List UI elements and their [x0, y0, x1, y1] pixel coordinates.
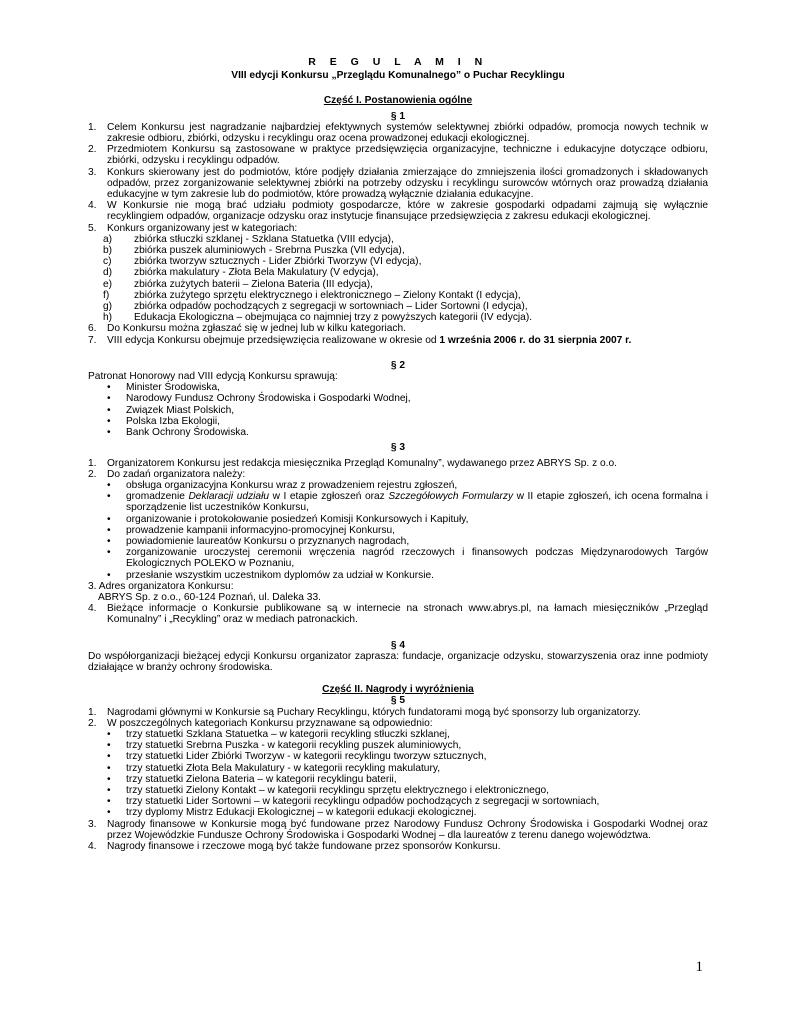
section-5-heading: § 5	[390, 695, 406, 707]
category-item: b) zbiórka puszek aluminiowych - Srebrna Puszka (VII edycja),	[103, 245, 405, 257]
category-item: a) zbiórka stłuczki szklanej - Szklana Statuetka (VIII edycja),	[103, 233, 394, 245]
award-item: • trzy statuetki Zielona Bateria – w kategorii recyklingu baterii,	[107, 773, 397, 785]
category-item: h) Edukacja Ekologiczna – obejmująca co najmniej trzy z powyższych kategorii (IV edycja).	[103, 312, 533, 324]
bullet-icon: •	[107, 513, 111, 525]
bullet-icon: •	[107, 415, 111, 427]
bullet-icon: •	[107, 404, 111, 416]
bullet-icon: •	[107, 740, 111, 752]
organizer-address: ABRYS Sp. z o.o., 60-124 Poznań, ul. Daleka 33.	[98, 591, 321, 603]
task-item: • prowadzenie kampanii informacyjno-promocyjnej Konkursu,	[107, 524, 395, 536]
patron-item: • Bank Ochrony Środowiska.	[107, 427, 249, 439]
section-4-heading: § 4	[390, 639, 406, 651]
bullet-icon: •	[107, 762, 111, 774]
task-item: • przesłanie wszystkim uczestnikom dyplomów za udział w Konkursie.	[107, 569, 435, 581]
s3-item-1: 1. Organizatorem Konkursu jest redakcja miesięcznika Przegląd Komunalny”, wydawanego przez ABRYS Sp. z o.o.	[88, 457, 618, 469]
document-body	[88, 57, 708, 852]
bullet-icon: •	[107, 569, 111, 581]
bullet-icon: •	[107, 773, 111, 785]
s3-item-2: 2. Do zadań organizatora należy:	[88, 468, 246, 480]
section-1-heading: § 1	[390, 110, 406, 122]
award-item: • trzy statuetki Złota Bela Makulatury - w kategorii recykling makulatury,	[107, 762, 441, 774]
section-3-heading: § 3	[390, 442, 406, 454]
category-item: c) zbiórka tworzyw sztucznych - Lider Zbiórki Tworzyw (VI edycja),	[103, 256, 422, 268]
task-item: • powiadomienie laureatów Konkursu o przyznanych nagrodach,	[107, 535, 410, 547]
patron-item: • Polska Izba Ekologii,	[107, 415, 221, 427]
patron-item: • Minister Środowiska,	[107, 382, 220, 394]
s1-item-5: 5. Konkurs organizowany jest w kategoriach:	[88, 222, 298, 234]
contest-period: 1 września 2006 r. do 31 sierpnia 2007 r.	[439, 334, 632, 346]
task-item: • gromadzenie Deklaracji udziału w I etapie zgłoszeń oraz Szczegółowych Formularzy w II etapie zgłoszeń, ich ocena formalna i sporządzenie list uczestników Konkursu,	[107, 491, 708, 514]
task-item: • organizowanie i protokołowanie posiedzeń Komisji Konkursowych i Kapituły,	[107, 513, 469, 525]
section-2-heading: § 2	[390, 359, 406, 371]
category-item: d) zbiórka makulatury - Złota Bela Makulatury (V edycja),	[103, 267, 379, 279]
bullet-icon: •	[107, 382, 111, 394]
s1-item-7: 7. VIII edycja Konkursu obejmuje przedsięwzięcia realizowane w okresie od 1 września 2006 r. do 31 sierpnia 2007 r.	[88, 334, 632, 346]
award-item: • trzy statuetki Zielony Kontakt – w kategorii recyklingu sprzętu elektrycznego i elektronicznego,	[107, 784, 549, 796]
bullet-icon: •	[107, 393, 111, 405]
s1-item-2: 2. Przedmiotem Konkursu są zastosowane w praktyce przedsięwzięcia organizacyjne, techniczne i edukacyjne dotyczące odbioru, zbiórki, odzysku i recyklingu odpadów.	[88, 144, 708, 167]
bullet-icon: •	[107, 479, 111, 491]
s1-item-4: 4. W Konkursie nie mogą brać udziału podmioty gospodarcze, które w zakresie gospodarki odpadami zajmują się wyłącznie recyklingiem odpadów, organizacje odzysku oraz instytucje finansujące przedsięwzięcia z zakresu edukacji ekologicznej.	[88, 200, 708, 223]
s5-item-4: 4. Nagrody finansowe i rzeczowe mogą być także fundowane przez sponsorów Konkursu.	[88, 841, 501, 852]
s3-item-4: 4. Bieżące informacje o Konkursie publikowane są w internecie na stronach www.abrys.pl, na łamach miesięczników „Przegląd Komunalny” i „Recykling” oraz w mediach patronackich.	[88, 603, 708, 626]
bullet-icon: •	[107, 535, 111, 547]
bullet-icon: •	[107, 547, 111, 559]
s2-intro: Patronat Honorowy nad VIII edycją Konkursu sprawują:	[88, 371, 338, 383]
category-item: e) zbiórka zużytych baterii – Zielona Bateria (III edycja),	[103, 278, 373, 290]
document-subtitle: VIII edycji Konkursu „Przeglądu Komunalnego” o Puchar Recyklingu	[231, 70, 565, 82]
bullet-icon: •	[107, 491, 111, 503]
award-item: • trzy dyplomy Mistrz Edukacji Ekologicznej – w kategorii edukacji ekologicznej.	[107, 807, 477, 819]
s4-text: Do współorganizacji bieżącej edycji Konkursu organizator zaprasza: fundacje, organizacje odzysku, stowarzyszenia oraz inne podmioty działające w branży ochrony środowiska.	[88, 650, 708, 673]
s5-item-2: 2. W poszczególnych kategoriach Konkursu przyznawane są odpowiednio:	[88, 717, 433, 729]
task-item: • zorganizowanie uroczystej ceremonii wręczenia nagród rzeczowych i finansowych podczas Międzynarodowych Targów Ekologicznych POLEKO w Poznaniu,	[107, 547, 708, 570]
award-item: • trzy statuetki Szklana Statuetka – w kategorii recykling stłuczki szklanej,	[107, 728, 450, 740]
part-2-title: Część II. Nagrody i wyróżnienia	[322, 684, 474, 696]
patron-item: • Narodowy Fundusz Ochrony Środowiska i Gospodarki Wodnej,	[107, 393, 411, 405]
bullet-icon: •	[107, 796, 111, 808]
s5-item-1: 1. Nagrodami głównymi w Konkursie są Puchary Recyklingu, których fundatorami mogą być sponsorzy lub organizatorzy.	[88, 706, 641, 718]
award-item: • trzy statuetki Lider Sortowni – w kategorii recyklingu odpadów pochodzących z segregacji w sortowniach,	[107, 796, 600, 808]
s3-item-3: 3. Adres organizatora Konkursu:	[88, 580, 234, 592]
award-item: • trzy statuetki Srebrna Puszka - w kategorii recykling puszek aluminiowych,	[107, 740, 462, 752]
s5-item-3: 3. Nagrody finansowe w Konkursie mogą być fundowane przez Narodowy Fundusz Ochrony Środowiska i Gospodarki Wodnej oraz przez Wojewódzkie Fundusze Ochrony Środowiska i Gospodarki Wodnej – dla laureatów z terenu danego województwa.	[88, 818, 708, 841]
patron-item: • Związek Miast Polskich,	[107, 404, 235, 416]
bullet-icon: •	[107, 784, 111, 796]
part-1-title: Część I. Postanowienia ogólne	[323, 95, 473, 107]
document-title: R E G U L A M I N	[308, 56, 488, 68]
s1-item-3: 3. Konkurs skierowany jest do podmiotów, które podjęły działania zmierzające do zmniejszenia ilości gromadzonych i składowanych odpadów, przez zorganizowanie selektywnej zbiórki na potrzeby odzysku i recyklingu surowców wtórnych oraz prowadzą działania edukacyjne w tym zakresie lub do podmiotów, które prowadzą wyłącznie działania edukacyjne.	[88, 166, 708, 201]
s1-item-6: 6. Do Konkursu można zgłaszać się w jednej lub w kilku kategoriach.	[88, 323, 406, 335]
bullet-icon: •	[107, 807, 111, 819]
s1-item-1: 1. Celem Konkursu jest nagradzanie najbardziej efektywnych systemów selektywnej zbiórki odpadów, promocja nowych technik w zakresie odbioru, zbiórki, odzysku i recyklingu oraz ocena prowadzonej edukacji ekologicznej.	[88, 121, 708, 145]
bullet-icon: •	[107, 427, 111, 439]
page-number: 1	[695, 959, 703, 975]
bullet-icon: •	[107, 751, 111, 763]
bullet-icon: •	[107, 524, 111, 536]
category-item: g) zbiórka odpadów pochodzących z segregacji w sortowniach – Lider Sortowni (I edycja),	[103, 301, 528, 313]
category-item: f) zbiórka zużytego sprzętu elektrycznego i elektronicznego – Zielony Kontakt (I edycja),	[103, 289, 521, 301]
award-item: • trzy statuetki Lider Zbiórki Tworzyw - w kategorii recyklingu tworzyw sztucznych,	[107, 751, 487, 763]
bullet-icon: •	[107, 728, 111, 740]
task-item: • obsługa organizacyjna Konkursu wraz z prowadzeniem rejestru zgłoszeń,	[107, 479, 458, 491]
